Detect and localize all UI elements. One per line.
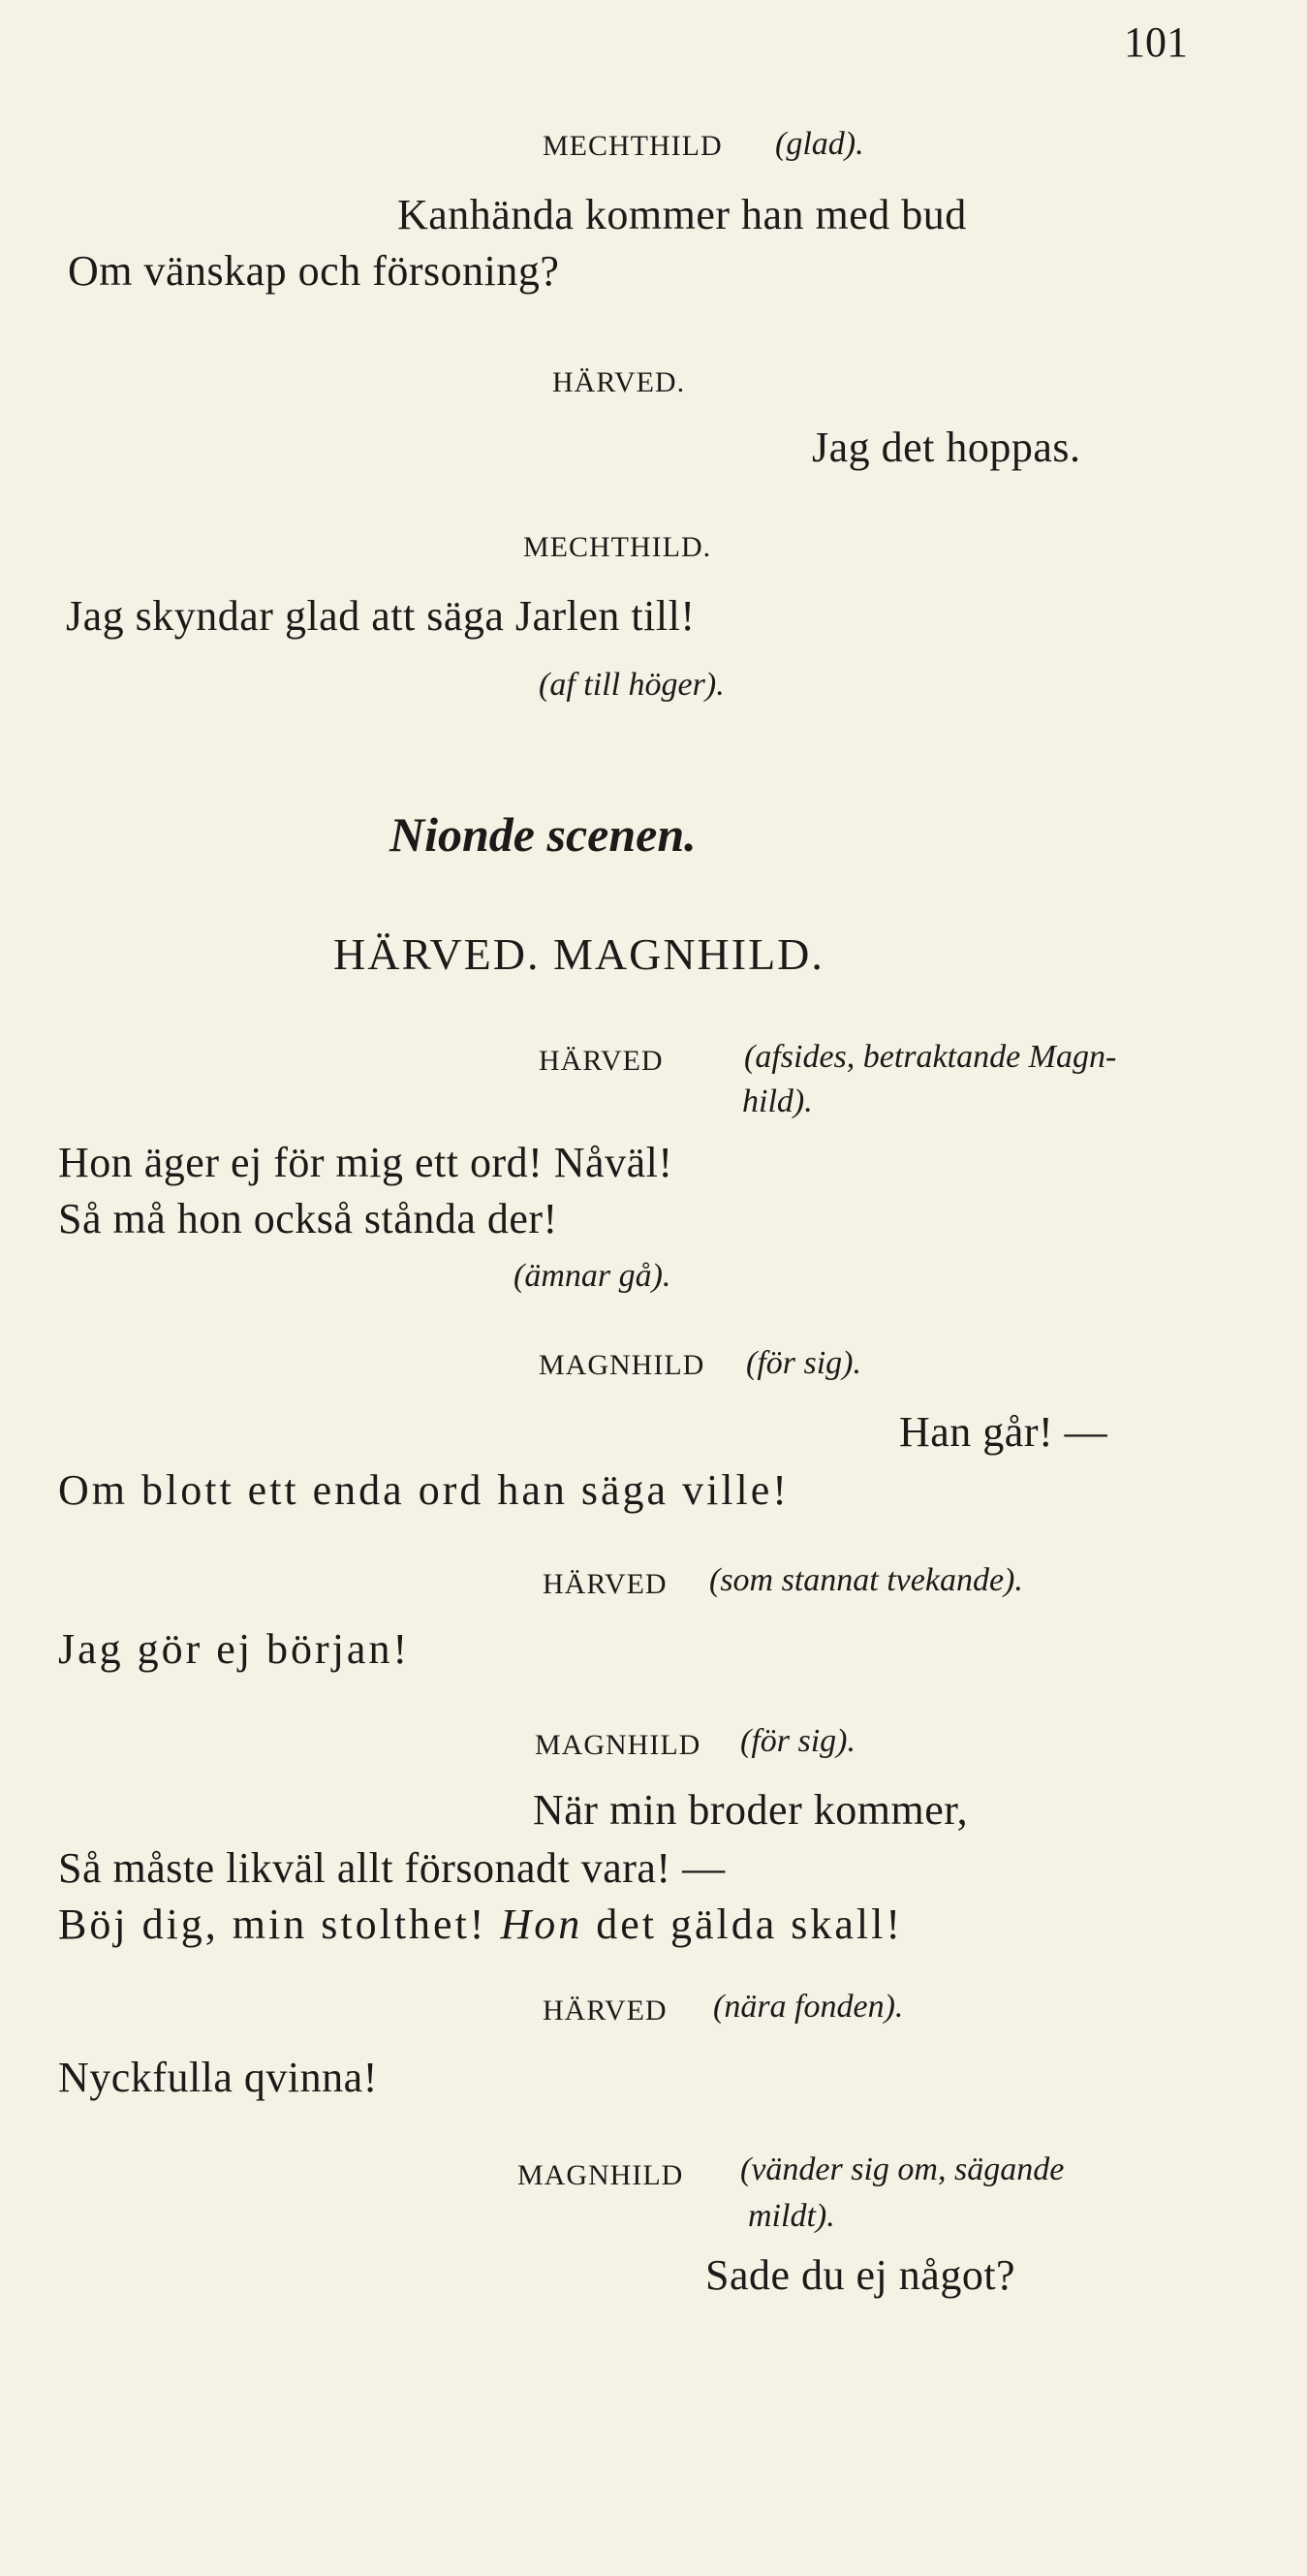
speaker-name: HÄRVED [543, 1568, 668, 1600]
speaker-name: HÄRVED [543, 1995, 668, 2026]
stage-direction: (af till höger). [539, 667, 725, 703]
stage-direction: (för sig). [746, 1345, 861, 1381]
verse-line: Om blott ett enda ord han säga ville! [58, 1466, 790, 1514]
verse-line: Kanhända kommer han med bud [397, 191, 967, 238]
speaker-name: HÄRVED. [552, 366, 686, 398]
stage-direction: (som stannat tvekande). [709, 1562, 1023, 1598]
speaker-name: MECHTHILD [543, 130, 723, 162]
scene-title: Nionde scenen. [389, 807, 697, 862]
character-list: HÄRVED. MAGNHILD. [333, 929, 825, 979]
page-number: 101 [1124, 18, 1188, 66]
speaker-name: MAGNHILD [517, 2159, 684, 2191]
stage-direction: (vänder sig om, sägande [740, 2152, 1065, 2187]
verse-line: Sade du ej något? [705, 2251, 1016, 2299]
verse-line [58, 1903, 903, 1946]
stage-direction: (afsides, betraktande Magn- [744, 1039, 1117, 1075]
stage-direction-continued: hild). [742, 1084, 813, 1119]
verse-text: Böj dig, min stolthet! [58, 1901, 487, 1948]
stage-direction: (för sig). [740, 1723, 856, 1759]
verse-line: Om vänskap och försoning? [68, 247, 560, 295]
stage-direction: (glad). [775, 126, 864, 162]
verse-text: det gälda skall! [596, 1901, 904, 1948]
speaker-name: MAGNHILD [539, 1349, 705, 1381]
verse-line: När min broder kommer, [533, 1786, 969, 1834]
verse-line: Hon äger ej för mig ett ord! Nåväl! [58, 1139, 673, 1186]
verse-line: Så må hon också stånda der! [58, 1195, 558, 1242]
stage-direction: (ämnar gå). [513, 1258, 671, 1294]
verse-line: Nyckfulla qvinna! [58, 2054, 378, 2101]
verse-line: Jag gör ej början! [58, 1625, 411, 1673]
verse-line: Så måste likväl allt försonadt vara! — [58, 1844, 726, 1892]
speaker-name: HÄRVED [539, 1045, 664, 1077]
verse-line: Jag skyndar glad att säga Jarlen till! [66, 592, 696, 640]
verse-line: Jag det hoppas. [812, 424, 1081, 471]
verse-line: Han går! — [899, 1408, 1108, 1456]
emphasis-text: Hon [500, 1901, 583, 1948]
speaker-name: MAGNHILD [535, 1729, 701, 1761]
speaker-name: MECHTHILD. [523, 531, 712, 563]
stage-direction-continued: mildt). [748, 2198, 835, 2234]
stage-direction: (nära fonden). [713, 1989, 904, 2025]
